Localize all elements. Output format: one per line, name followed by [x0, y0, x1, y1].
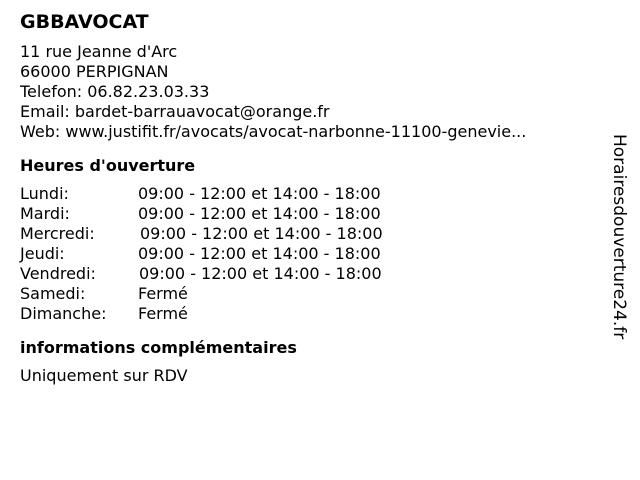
time-value: 09:00 - 12:00 et 14:00 - 18:00	[139, 264, 382, 283]
email-line: Email: bardet-barrauavocat@orange.fr	[20, 102, 330, 121]
day-label: Vendredi:	[20, 264, 96, 283]
day-label: Mardi:	[20, 204, 70, 223]
day-label: Lundi:	[20, 184, 69, 203]
watermark	[604, 134, 634, 344]
hours-row-thursday	[20, 244, 600, 264]
day-label: Dimanche:	[20, 304, 107, 323]
address-line-2: 66000 PERPIGNAN	[20, 62, 169, 81]
day-label: Mercredi:	[20, 224, 95, 243]
business-name: GBBAVOCAT	[20, 11, 149, 33]
time-value: 09:00 - 12:00 et 14:00 - 18:00	[140, 224, 383, 243]
time-value: Fermé	[138, 284, 188, 303]
day-label: Samedi:	[20, 284, 86, 303]
time-value: 09:00 - 12:00 et 14:00 - 18:00	[138, 184, 381, 203]
info-heading: informations complémentaires	[20, 338, 297, 357]
hours-heading: Heures d'ouverture	[20, 156, 196, 175]
hours-row-monday	[20, 184, 600, 204]
web-line: Web: www.justifit.fr/avocats/avocat-narbonne-11100-genevie...	[20, 122, 527, 141]
business-card	[20, 10, 600, 386]
time-value: Fermé	[138, 304, 188, 323]
watermark-text: Horairesdouverture24.fr	[609, 134, 629, 340]
hours-row-saturday	[20, 284, 600, 304]
time-value: 09:00 - 12:00 et 14:00 - 18:00	[138, 244, 381, 263]
hours-row-sunday	[20, 304, 600, 324]
hours-row-friday	[20, 264, 600, 284]
day-label: Jeudi:	[20, 244, 65, 263]
phone-line: Telefon: 06.82.23.03.33	[20, 82, 210, 101]
hours-row-tuesday	[20, 204, 600, 224]
time-value: 09:00 - 12:00 et 14:00 - 18:00	[138, 204, 381, 223]
info-text: Uniquement sur RDV	[20, 366, 188, 385]
address-line-1: 11 rue Jeanne d'Arc	[20, 42, 178, 61]
hours-row-wednesday	[20, 224, 600, 244]
